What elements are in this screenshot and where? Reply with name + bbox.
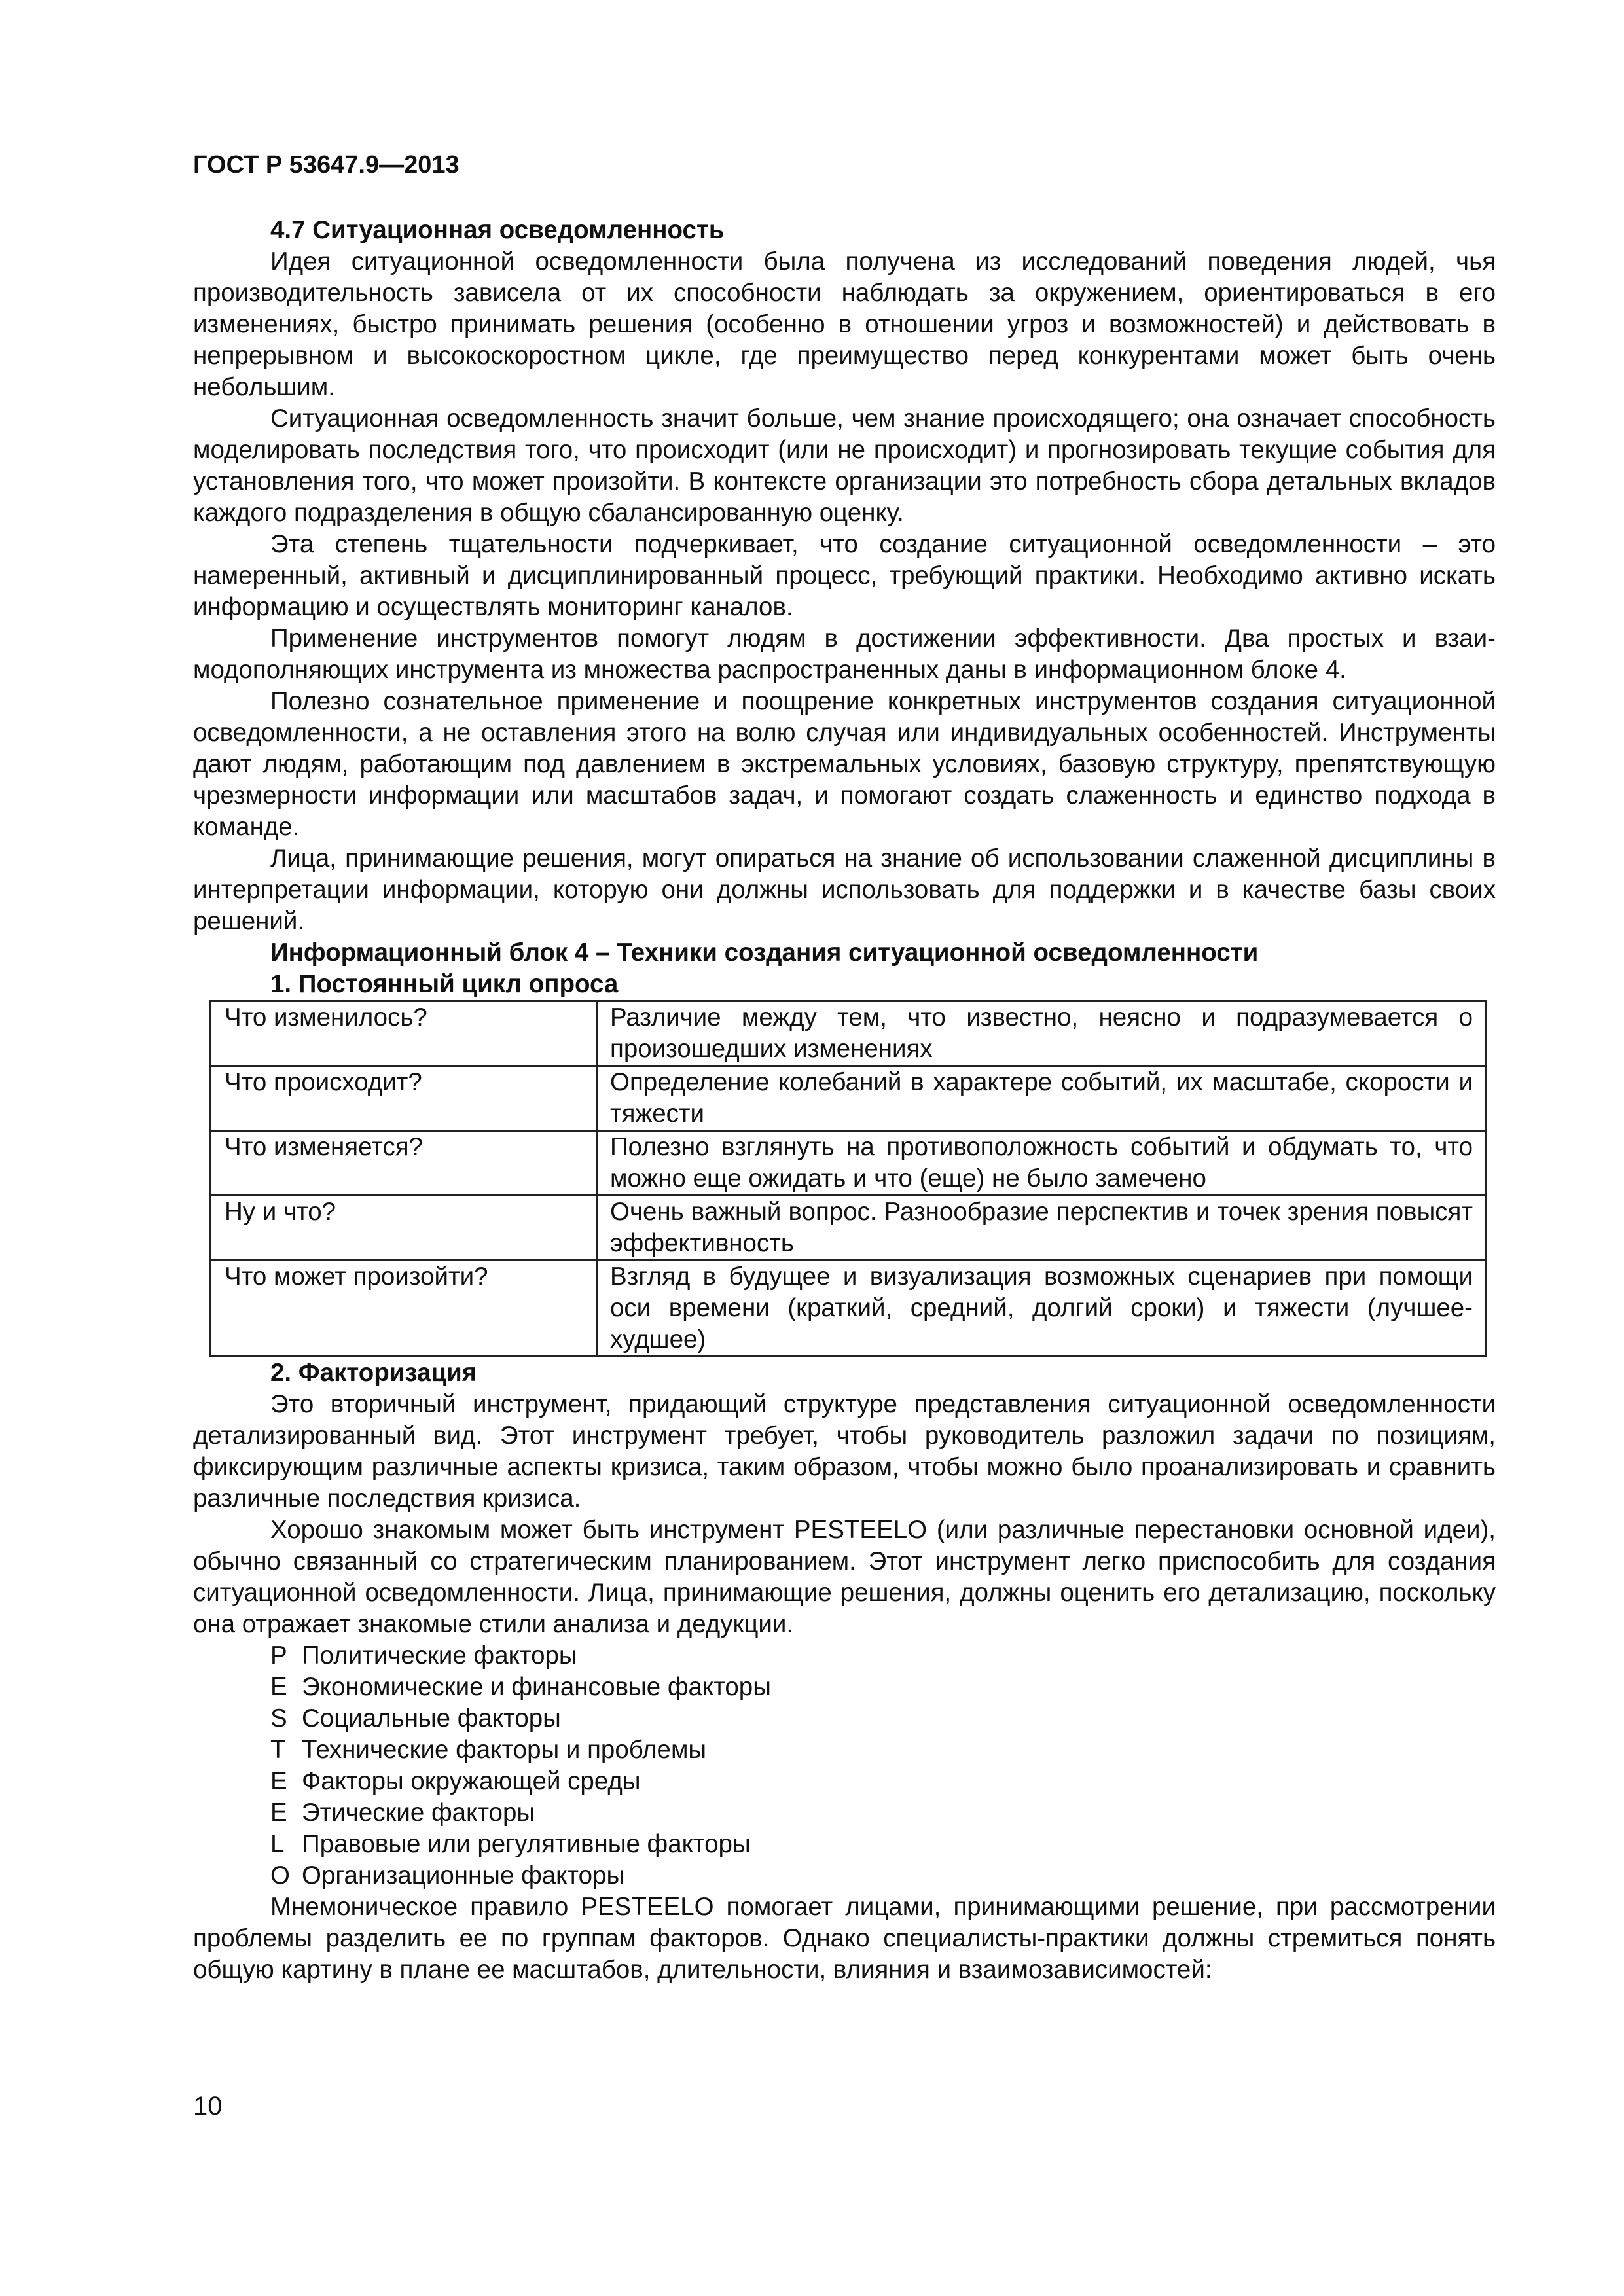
paragraph: Это вторичный инструмент, придающий структуре представления ситуационной осведомленности детализированный вид. Этот инструмент требует, чтобы руководитель разложил задачи по позициям, фиксирующим различные аспекты кризиса, таким образом, чтобы можно было проанализировать и сравнить различные последствия кризиса. [193, 1390, 1496, 1513]
table-row [211, 1196, 1486, 1261]
list-item [270, 1734, 1496, 1766]
factor-text: Этические факторы [302, 1799, 535, 1827]
page-number: 10 [193, 2092, 223, 2121]
paragraph: Мнемоническое правило PESTEELO помогает лицами, принимающими решение, при рассмотрении проблемы разделить ее по группам факторов. Однако специалисты-практики должны стремиться понять общую картину в плане ее масштабов, длительности, влияния и взаимозависимостей: [193, 1893, 1496, 1984]
list-item [270, 1797, 1496, 1829]
factor-text: Факторы окружающей среды [302, 1767, 641, 1795]
factor-text: Правовые или регулятивные факторы [302, 1830, 751, 1858]
question-cell: Что может произойти? [211, 1261, 598, 1357]
page-content [193, 149, 1496, 1986]
question-cell: Ну и что? [211, 1196, 598, 1261]
document-id: ГОСТ Р 53647.9—2013 [193, 151, 460, 179]
answer-cell: Полезно взглянуть на противоположность событий и обдумать то, что можно еще ожидать и что (еще) не было замечено [598, 1131, 1486, 1196]
question-cell: Что изменилось? [211, 1001, 598, 1066]
factor-letter: T [270, 1736, 286, 1764]
answer-cell: Определение колебаний в характере событий, их масштабе, скорости и тяжести [598, 1066, 1486, 1131]
paragraph: Ситуационная осведомленность значит больше, чем знание происходящего; она означает способность моделировать последствия того, что происходит (или не происходит) и прогнозировать текущие события для установления того, что может произойти. В контексте организации это потребность сбора детальных вкладов каждого подразделения в общую сбалансированную оценку. [193, 404, 1496, 527]
pesteelo-list [193, 1640, 1496, 1892]
factor-text: Политические факторы [302, 1641, 577, 1670]
table-row [211, 1261, 1486, 1357]
question-cell: Что изменяется? [211, 1131, 598, 1196]
factor-text: Социальные факторы [302, 1704, 561, 1732]
answer-cell: Взгляд в будущее и визуализация возможных сценариев при помощи оси времени (краткий, средний, долгий сроки) и тяжести (лучшее-худшее) [598, 1261, 1486, 1357]
paragraph: Эта степень тщательности подчеркивает, что создание ситуационной осведомленности – это намеренный, активный и дисциплинированный процесс, требующий практики. Необходимо активно искать информацию и осуществлять мониторинг каналов. [193, 530, 1496, 621]
paragraph: Применение инструментов помогут людям в достижении эффективности. Два простых и взаимодополняющих инструмента из множества распространенных даны в информационном блоке 4. [193, 624, 1496, 684]
list-item [270, 1829, 1496, 1860]
list-item [270, 1766, 1496, 1797]
list-item [270, 1672, 1496, 1703]
list-item [270, 1640, 1496, 1672]
factor-letter: L [270, 1830, 285, 1858]
factor-letter: E [270, 1767, 287, 1795]
paragraph: Полезно сознательное применение и поощрение конкретных инструментов создания ситуационной осведомленности, а не оставления этого на волю случая или индивидуальных особенностей. Инструменты дают людям, работающим под давлением в экстремальных условиях, базовую структуру, препятствующую чрезмерности информации или масштабов задач, и помогают создать слаженность и единство подхода в команде. [193, 687, 1496, 841]
factor-letter: P [270, 1641, 287, 1670]
questioning-cycle-table [209, 1000, 1487, 1357]
list-item [270, 1703, 1496, 1734]
section-heading: 4.7 Ситуационная осведомленность [270, 216, 725, 244]
factor-text: Организационные факторы [302, 1861, 625, 1890]
factor-letter: E [270, 1673, 287, 1701]
answer-cell: Различие между тем, что известно, неясно и подразумевается о произошедших изменениях [598, 1001, 1486, 1066]
answer-cell: Очень важный вопрос. Разнообразие перспектив и точек зрения повысят эффективность [598, 1196, 1486, 1261]
table-row [211, 1001, 1486, 1066]
factor-text: Технические факторы и проблемы [302, 1736, 707, 1764]
factor-letter: S [270, 1704, 287, 1732]
info-block-title: Информационный блок 4 – Техники создания ситуационной осведомленности [270, 939, 1259, 967]
table-row [211, 1066, 1486, 1131]
factor-letter: O [270, 1861, 290, 1890]
factor-text: Экономические и финансовые факторы [302, 1673, 771, 1701]
question-cell: Что происходит? [211, 1066, 598, 1131]
list-item [270, 1860, 1496, 1892]
paragraph: Идея ситуационной осведомленности была получена из исследований поведения людей, чья производительность зависела от их способности наблюдать за окружением, ориентироваться в его изменениях, быстро принимать решения (особенно в отношении угроз и возможностей) и действовать в непрерывном и высокоскоростном цикле, где преимущество перед конкурентами может быть очень небольшим. [193, 247, 1496, 401]
cycle-title: 1. Постоянный цикл опроса [270, 970, 619, 998]
factorization-title: 2. Факторизация [270, 1359, 477, 1387]
factor-letter: E [270, 1799, 287, 1827]
table-row [211, 1131, 1486, 1196]
paragraph: Хорошо знакомым может быть инструмент PESTEELO (или различные перестановки основной идеи), обычно связанный со стратегическим планированием. Этот инструмент легко приспособить для создания ситуационной осведомленности. Лица, принимающие решения, должны оценить его детализацию, поскольку она отражает знакомые стили анализа и дедукции. [193, 1516, 1496, 1638]
paragraph: Лица, принимающие решения, могут опираться на знание об использовании слаженной дисциплины в интерпретации информации, которую они должны использовать для поддержки и в качестве базы своих решений. [193, 844, 1496, 935]
